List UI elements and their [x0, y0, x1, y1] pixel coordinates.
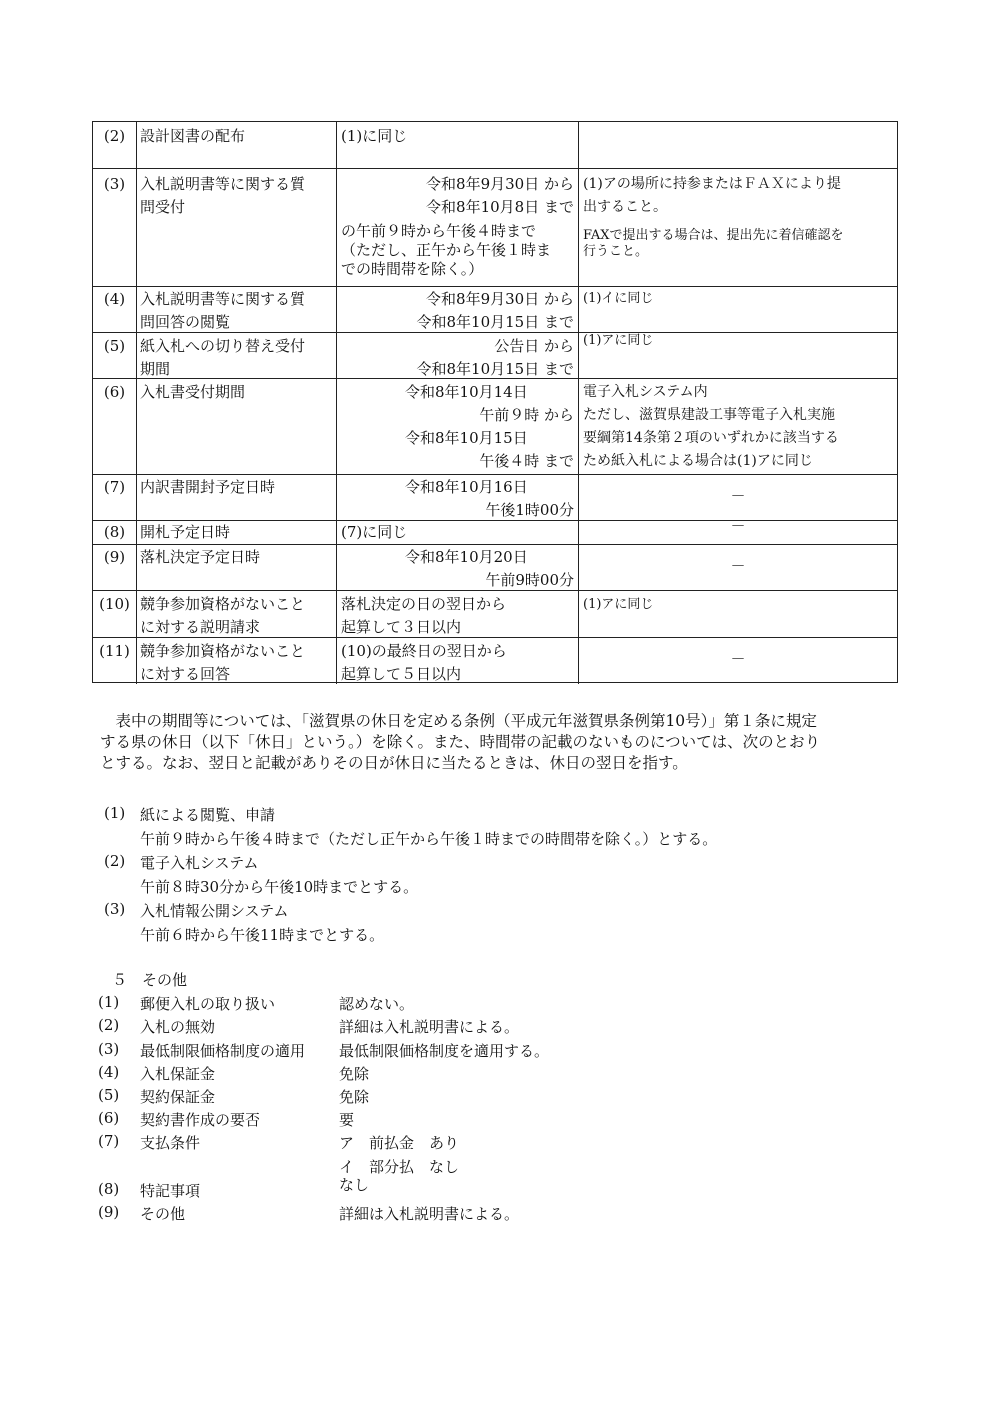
table-row — [93, 122, 897, 169]
dash-mark: － — [730, 650, 746, 668]
row-number: (8) — [93, 521, 137, 544]
dash-mark: － — [730, 487, 746, 505]
list-value: 最低制限価格制度を適用する。 — [339, 1042, 550, 1060]
row-number: (6) — [93, 379, 137, 474]
item-line: 競争参加資格がないこと — [140, 642, 306, 660]
table-row — [93, 638, 897, 684]
period-line: 令和8年9月30日 から — [426, 290, 574, 308]
period-line: での時間帯を除く。） — [341, 260, 484, 278]
period-cell: (7)に同じ — [337, 521, 579, 544]
period-cell — [337, 638, 579, 684]
period-line: 令和8年10月20日 — [405, 548, 528, 566]
period-line: 令和8年10月8日 まで — [426, 198, 574, 216]
item-label — [137, 638, 337, 684]
row-number: (11) — [93, 638, 137, 684]
period-line: 午前９時 から — [479, 406, 574, 424]
list-label: 郵便入札の取り扱い — [140, 995, 276, 1013]
list-label: 契約書作成の要否 — [140, 1111, 261, 1129]
period-line: （ただし、正午から午後１時ま — [341, 241, 552, 259]
note-line: FAXで提出する場合は、提出先に着信確認を — [583, 228, 844, 243]
row-number: (10) — [93, 591, 137, 637]
list-value: 要 — [339, 1111, 355, 1129]
list-number: (6) — [98, 1109, 120, 1127]
item-label — [137, 169, 337, 286]
period-line: 落札決定の日の翌日から — [341, 595, 507, 613]
row-number: (7) — [93, 475, 137, 520]
table-row — [93, 169, 897, 287]
period-cell — [337, 475, 579, 520]
period-line: 令和8年10月15日 まで — [416, 360, 574, 378]
item-label: 落札決定予定日時 — [137, 545, 337, 590]
table-row — [93, 333, 897, 379]
list-label: 入札情報公開システム — [140, 902, 289, 920]
note-line: ため紙入札による場合は(1)アに同じ — [583, 453, 813, 469]
list-label: 支払条件 — [140, 1134, 201, 1152]
item-label: 内訳書開封予定日時 — [137, 475, 337, 520]
item-label: 開札予定日時 — [137, 521, 337, 544]
period-cell — [337, 287, 579, 332]
note-cell: (1)アに同じ — [583, 333, 654, 348]
period-line: 令和8年10月15日 — [405, 429, 528, 447]
note-cell — [579, 517, 897, 544]
paragraph-line: する県の休日（以下「休日」という。）を除く。また、時間帯の記載のないものについては、次のとおり — [100, 733, 821, 751]
note-cell — [579, 638, 897, 684]
list-detail: 午前８時30分から午後10時までとする。 — [140, 878, 419, 896]
note-cell — [579, 122, 897, 168]
item-line: 競争参加資格がないこと — [140, 595, 306, 613]
item-line: 紙入札への切り替え受付 — [140, 337, 306, 355]
table-row — [93, 591, 897, 638]
dash-mark: － — [730, 517, 746, 535]
period-line: 令和8年10月14日 — [405, 383, 528, 401]
list-detail: 午前９時から午後４時まで（ただし正午から午後１時までの時間帯を除く。）とする。 — [140, 830, 718, 848]
period-cell — [337, 379, 579, 474]
period-cell — [337, 591, 579, 637]
table-row — [93, 287, 897, 333]
list-value: 免除 — [339, 1088, 370, 1106]
note-line: 出すること。 — [583, 199, 667, 215]
list-number: (1) — [98, 993, 120, 1011]
period-line: 午前9時00分 — [485, 571, 574, 589]
list-number: (5) — [98, 1086, 120, 1104]
period-cell — [337, 545, 579, 590]
list-number: (3) — [104, 900, 126, 918]
note-cell — [579, 379, 897, 474]
table-row — [93, 545, 897, 591]
note-cell: (1)イに同じ — [583, 291, 654, 306]
list-label: 入札の無効 — [140, 1018, 216, 1036]
note-line: 行うこと。 — [583, 244, 649, 259]
item-line: に対する説明請求 — [140, 618, 261, 636]
list-number: (4) — [98, 1063, 120, 1081]
note-line: 要綱第14条第２項のいずれかに該当する — [583, 430, 839, 446]
list-number: (2) — [104, 852, 126, 870]
period-line: 午後1時00分 — [485, 501, 574, 519]
row-number: (5) — [93, 333, 137, 378]
list-value: 免除 — [339, 1065, 370, 1083]
list-number: (3) — [98, 1040, 120, 1058]
item-label: 設計図書の配布 — [137, 122, 337, 168]
note-cell — [579, 475, 897, 520]
list-label: 最低制限価格制度の適用 — [140, 1042, 306, 1060]
table-row — [93, 379, 897, 475]
paragraph-line: 表中の期間等については、「滋賀県の休日を定める条例（平成元年滋賀県条例第10号）」第１条に規定 — [100, 712, 817, 730]
list-value: 詳細は入札説明書による。 — [339, 1205, 520, 1223]
period-line: (10)の最終日の翌日から — [341, 642, 507, 660]
item-line: 期間 — [140, 360, 171, 378]
list-value: なし — [339, 1176, 370, 1194]
list-number: (9) — [98, 1203, 120, 1221]
list-number: (7) — [98, 1132, 120, 1150]
paragraph-line: とする。なお、翌日と記載がありその日が休日に当たるときは、休日の翌日を指す。 — [100, 754, 688, 772]
list-value: 認めない。 — [339, 995, 415, 1013]
item-label — [137, 333, 337, 378]
note-cell: (1)アに同じ — [583, 597, 654, 612]
period-line: 午後４時 まで — [479, 452, 574, 470]
note-line: (1)アの場所に持参またはＦＡＸにより提 — [583, 176, 841, 192]
list-detail: 午前６時から午後11時までとする。 — [140, 926, 385, 944]
item-line: 入札説明書等に関する質 — [140, 290, 306, 308]
dash-mark: － — [730, 557, 746, 575]
period-line: 令和8年10月15日 まで — [416, 313, 574, 331]
list-label: 契約保証金 — [140, 1088, 216, 1106]
table-row — [93, 517, 897, 545]
list-value: 詳細は入札説明書による。 — [339, 1018, 520, 1036]
list-label: 入札保証金 — [140, 1065, 216, 1083]
list-label: その他 — [140, 1205, 186, 1223]
note-cell — [579, 169, 897, 286]
period-line: 公告日 から — [494, 337, 574, 355]
item-label — [137, 591, 337, 637]
period-line: 起算して３日以内 — [341, 618, 462, 636]
list-number: (2) — [98, 1016, 120, 1034]
item-label: 入札書受付期間 — [137, 379, 337, 474]
list-number: (8) — [98, 1180, 120, 1198]
section-heading: ５ その他 — [112, 971, 188, 989]
note-cell — [579, 545, 897, 590]
period-line: 起算して５日以内 — [341, 665, 462, 683]
note-line: ただし、滋賀県建設工事等電子入札実施 — [583, 407, 835, 423]
item-label — [137, 287, 337, 332]
period-cell: (1)に同じ — [337, 122, 579, 168]
item-line: に対する回答 — [140, 665, 231, 683]
item-line: 問回答の閲覧 — [140, 313, 231, 331]
period-cell — [337, 333, 579, 378]
list-value: ア 前払金 あり — [339, 1134, 460, 1152]
period-note-paragraph — [100, 711, 900, 774]
note-line: 電子入札システム内 — [583, 384, 708, 400]
list-number: (1) — [104, 804, 126, 822]
row-number: (3) — [93, 169, 137, 286]
schedule-table — [92, 121, 898, 683]
list-value: イ 部分払 なし — [339, 1158, 460, 1176]
item-line: 入札説明書等に関する質 — [140, 175, 306, 193]
period-line: 令和8年10月16日 — [405, 478, 528, 496]
period-line: の午前９時から午後４時まで — [341, 222, 537, 240]
period-cell — [337, 169, 579, 286]
item-line: 問受付 — [140, 198, 186, 216]
row-number: (4) — [93, 287, 137, 332]
row-number: (2) — [93, 122, 137, 168]
list-label: 特記事項 — [140, 1182, 201, 1200]
period-line: 令和8年9月30日 から — [426, 175, 574, 193]
list-label: 紙による閲覧、申請 — [140, 806, 276, 824]
row-number: (9) — [93, 545, 137, 590]
list-label: 電子入札システム — [140, 854, 259, 872]
